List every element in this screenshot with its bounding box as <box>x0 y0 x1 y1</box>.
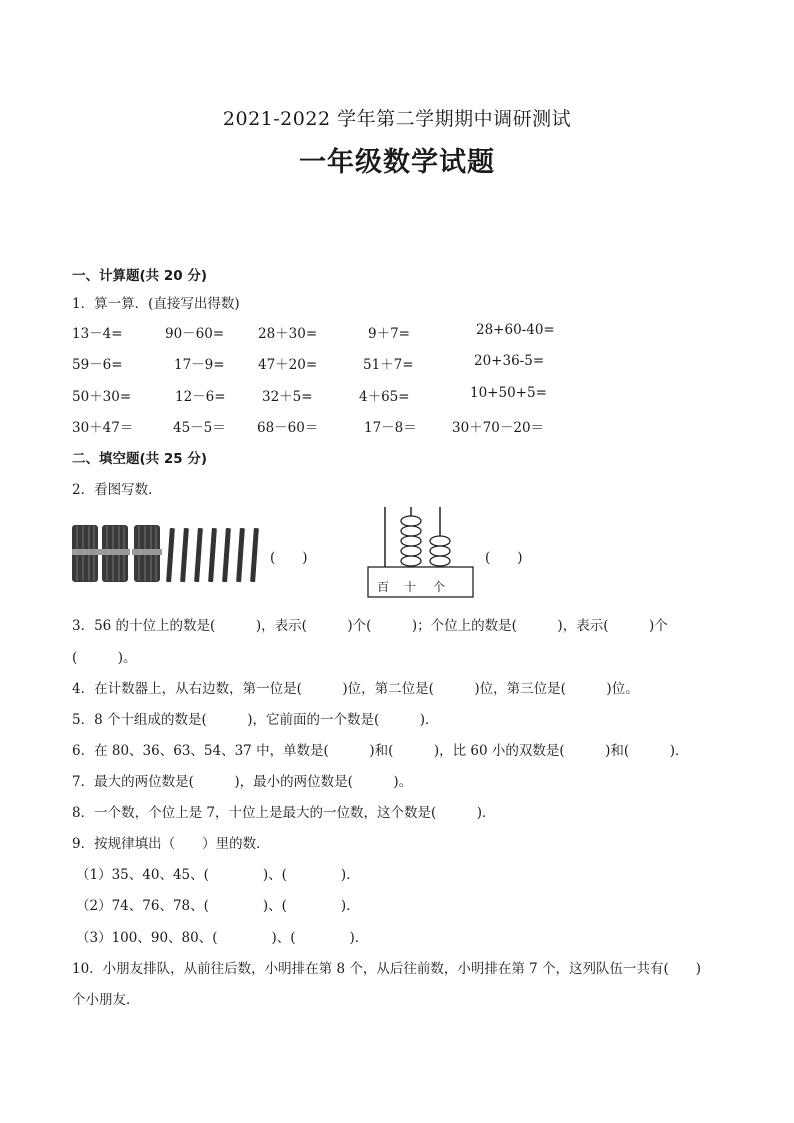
calc-item: 12－6= <box>175 389 226 405</box>
calc-item: 20+36-5= <box>474 353 545 369</box>
q9: 9．按规律填出（ ）里的数． <box>72 836 270 852</box>
calc-item: 13－4= <box>72 326 123 342</box>
q1-prompt: 1．算一算．(直接写出得数) <box>72 296 240 312</box>
calc-item: 51＋7= <box>363 357 414 373</box>
q8: 8．一个数，个位上是 7，十位上是最大的一位数，这个数是( )． <box>72 805 496 821</box>
abacus-label-ones: 个 <box>433 580 446 594</box>
calc-item: 59－6= <box>72 357 123 373</box>
q6: 6．在 80、36、63、54、37 中，单数是( )和( )，比 60 小的双数是( )和( )． <box>72 743 689 759</box>
calc-item: 68－60＝ <box>257 420 319 436</box>
calc-item: 90－60= <box>165 326 225 342</box>
q9-item: （3）100、90、80、( )、( )． <box>76 930 369 946</box>
sticks-illustration <box>72 520 262 586</box>
q3-line2: ( )。 <box>72 650 137 666</box>
q2-answer-blank-abacus[interactable]: ( ) <box>485 550 523 566</box>
q9-item: （2）74、76、78、( )、( )． <box>76 898 360 914</box>
exam-title: 一年级数学试题 <box>299 147 495 178</box>
calc-item: 28＋30= <box>258 326 318 342</box>
calc-item: 17－9= <box>174 357 225 373</box>
calc-item: 47＋20= <box>258 357 318 373</box>
q2-prompt: 2．看图写数． <box>72 482 162 498</box>
abacus-tens-beads <box>401 516 421 566</box>
q5: 5．8 个十组成的数是( )，它前面的一个数是( )． <box>72 712 439 728</box>
exam-subtitle: 2021-2022 学年第二学期期中调研测试 <box>222 108 572 130</box>
stick-bundle <box>100 525 130 582</box>
stick-bundle <box>72 525 100 582</box>
abacus-ones-beads <box>430 536 450 566</box>
calc-item: 28+60-40= <box>476 322 555 338</box>
stick-bundle <box>132 525 162 582</box>
calc-item: 10+50+5= <box>470 385 547 401</box>
abacus-label-tens: 十 <box>404 580 417 594</box>
calc-item: 30＋47＝ <box>72 420 134 436</box>
single-sticks <box>166 528 259 582</box>
q7: 7．最大的两位数是( )，最小的两位数是( )。 <box>72 774 413 790</box>
calc-item: 45－5＝ <box>173 420 226 436</box>
q9-item: （1）35、40、45、( )、( )． <box>76 867 360 883</box>
q3-line1: 3．56 的十位上的数是( )，表示( )个( )；个位上的数是( )，表示( )个 <box>72 618 668 634</box>
section-heading-calc: 一、计算题(共 20 分) <box>72 268 208 284</box>
section-heading-fill: 二、填空题(共 25 分) <box>72 451 208 467</box>
calc-item: 30＋70－20＝ <box>452 420 545 436</box>
abacus-label-hundreds: 百 <box>377 580 390 594</box>
calc-item: 4＋65= <box>359 389 410 405</box>
calc-item: 17－8＝ <box>364 420 417 436</box>
q4: 4．在计数器上，从右边数，第一位是( )位，第二位是( )位，第三位是( )位。 <box>72 681 639 697</box>
calc-item: 32＋5= <box>262 389 313 405</box>
q10-line1: 10．小朋友排队，从前往后数，小明排在第 8 个，从后往前数，小明排在第 7 个，这列队伍一共有( ) <box>72 961 702 977</box>
calc-item: 9＋7= <box>368 326 410 342</box>
calc-item: 50＋30= <box>72 389 132 405</box>
q10-line2: 个小朋友． <box>72 992 140 1008</box>
q2-answer-blank-sticks[interactable]: ( ) <box>270 550 308 566</box>
